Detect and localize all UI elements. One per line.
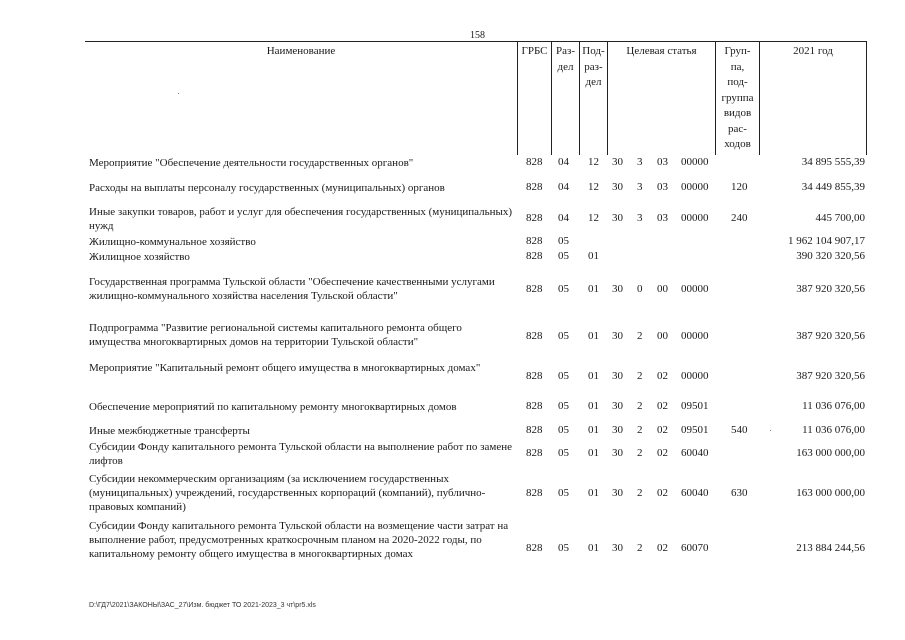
- footer-file-path: D:\ГД7\2021\ЗАКОНЫ\ЗАС_27\Изм. бюджет ТО 2021-2023_3 чт\pr5.xls: [89, 602, 316, 609]
- row-podrazdel: 12: [588, 181, 599, 193]
- row-cs-event: 03: [657, 156, 668, 168]
- row-name: Жилищное хозяйство: [89, 251, 190, 263]
- row-razdel: 05: [558, 250, 569, 262]
- row-podrazdel: 01: [588, 250, 599, 262]
- row-cs-event: 00: [657, 283, 668, 295]
- row-cs-subprogram: 2: [637, 400, 643, 412]
- row-name: Жилищно-коммунальное хозяйство: [89, 236, 256, 248]
- row-cs-program: 30: [612, 283, 623, 295]
- row-cs-event: 03: [657, 212, 668, 224]
- row-cs-subprogram: 2: [637, 447, 643, 459]
- row-cs-direction: 09501: [681, 400, 709, 412]
- row-razdel: 04: [558, 156, 569, 168]
- header-gruppa-line: группа: [721, 91, 754, 104]
- row-name: Обеспечение мероприятий по капитальному ремонту многоквартирных домов: [89, 401, 457, 413]
- header-year: 2021 год: [759, 41, 867, 155]
- row-amount: 34 449 855,39: [801, 181, 865, 193]
- row-name: Субсидии Фонду капитального ремонта Тульской области на возмещение части затрат на выполнение работ, предусмотренных краткосрочным планом на 2020-2022 годы, по капитальному ремонту общего имущества в многоквартирных домах: [89, 520, 509, 560]
- row-grbs: 828: [526, 156, 543, 168]
- row-razdel: 05: [558, 235, 569, 247]
- header-grbs: ГРБС: [517, 41, 551, 155]
- row-cs-direction: 00000: [681, 156, 709, 168]
- row-cs-program: 30: [612, 424, 623, 436]
- row-razdel: 05: [558, 370, 569, 382]
- row-cs-event: 02: [657, 447, 668, 459]
- row-amount: 1 962 104 907,17: [788, 235, 865, 247]
- header-name: Наименование: [266, 45, 336, 57]
- row-cs-subprogram: 2: [637, 330, 643, 342]
- row-cs-event: 02: [657, 370, 668, 382]
- row-grbs: 828: [526, 542, 543, 554]
- row-podrazdel: 01: [588, 370, 599, 382]
- row-gruppa: 240: [731, 212, 748, 224]
- row-grbs: 828: [526, 370, 543, 382]
- row-cs-direction: 00000: [681, 212, 709, 224]
- header-razdel-line: дел: [557, 60, 574, 73]
- row-name: Мероприятие "Обеспечение деятельности государственных органов": [89, 157, 414, 169]
- row-cs-subprogram: 0: [637, 283, 643, 295]
- header-podrazdel-line: Под-: [582, 45, 605, 57]
- row-podrazdel: 01: [588, 330, 599, 342]
- row-cs-direction: 60040: [681, 447, 709, 459]
- row-name: Государственная программа Тульской области "Обеспечение качественными услугами жилищно-коммунального хозяйства населения Тульской области": [89, 276, 495, 302]
- row-amount: 445 700,00: [815, 212, 865, 224]
- row-amount: 390 320 320,56: [796, 250, 865, 262]
- row-cs-program: 30: [612, 400, 623, 412]
- row-cs-direction: 00000: [681, 181, 709, 193]
- row-podrazdel: 01: [588, 542, 599, 554]
- page-number: 158: [470, 30, 485, 41]
- row-cs-direction: 00000: [681, 370, 709, 382]
- row-cs-subprogram: 3: [637, 212, 643, 224]
- row-cs-subprogram: 2: [637, 370, 643, 382]
- row-cs-event: 02: [657, 542, 668, 554]
- row-cs-event: 02: [657, 400, 668, 412]
- row-razdel: 04: [558, 181, 569, 193]
- row-cs-program: 30: [612, 330, 623, 342]
- row-razdel: 05: [558, 424, 569, 436]
- row-razdel: 05: [558, 283, 569, 295]
- row-razdel: 05: [558, 330, 569, 342]
- row-cs-direction: 00000: [681, 283, 709, 295]
- row-amount: 163 000 000,00: [796, 487, 865, 499]
- row-amount: 163 000 000,00: [796, 447, 865, 459]
- row-amount: 213 884 244,56: [796, 542, 865, 554]
- row-grbs: 828: [526, 181, 543, 193]
- header-gruppa-line: видов: [723, 107, 752, 119]
- row-name: Расходы на выплаты персоналу государственных (муниципальных) органов: [89, 182, 445, 194]
- row-cs-direction: 60070: [681, 542, 709, 554]
- header-gruppa-line: ходов: [724, 138, 751, 150]
- row-cs-program: 30: [612, 447, 623, 459]
- row-razdel: 05: [558, 447, 569, 459]
- row-amount: 387 920 320,56: [796, 283, 865, 295]
- row-razdel: 04: [558, 212, 569, 224]
- row-grbs: 828: [526, 212, 543, 224]
- header-gruppa-line: рас-: [728, 122, 747, 135]
- row-name: Мероприятие "Капитальный ремонт общего имущества в многоквартирных домах": [89, 362, 481, 374]
- row-cs-direction: 09501: [681, 424, 709, 436]
- header-razdel-line: Раз-: [555, 45, 575, 57]
- row-grbs: 828: [526, 235, 543, 247]
- row-name: Иные межбюджетные трансферты: [89, 425, 250, 437]
- row-gruppa: 630: [731, 487, 748, 499]
- row-amount: 387 920 320,56: [796, 330, 865, 342]
- row-podrazdel: 01: [588, 283, 599, 295]
- row-razdel: 05: [558, 400, 569, 412]
- row-gruppa: 540: [731, 424, 748, 436]
- row-grbs: 828: [526, 424, 543, 436]
- row-name: Субсидии Фонду капитального ремонта Тульской области на выполнение работ по замене лифтов: [89, 441, 513, 467]
- row-name: Иные закупки товаров, работ и услуг для обеспечения государственных (муниципальных) нужд: [89, 206, 513, 232]
- row-cs-program: 30: [612, 487, 623, 499]
- row-cs-event: 02: [657, 424, 668, 436]
- row-amount: 34 895 555,39: [801, 156, 865, 168]
- row-grbs: 828: [526, 487, 543, 499]
- row-grbs: 828: [526, 283, 543, 295]
- header-celevaya-statya: Целевая статья: [607, 41, 715, 155]
- row-cs-program: 30: [612, 181, 623, 193]
- row-cs-subprogram: 3: [637, 181, 643, 193]
- scan-speck: [178, 93, 179, 94]
- row-podrazdel: 01: [588, 447, 599, 459]
- row-podrazdel: 01: [588, 424, 599, 436]
- row-grbs: 828: [526, 250, 543, 262]
- row-cs-subprogram: 3: [637, 156, 643, 168]
- row-razdel: 05: [558, 487, 569, 499]
- row-podrazdel: 01: [588, 400, 599, 412]
- header-podrazdel-line: раз-: [584, 60, 603, 73]
- row-grbs: 828: [526, 330, 543, 342]
- row-cs-subprogram: 2: [637, 542, 643, 554]
- header-gruppa-line: па,: [730, 60, 745, 73]
- header-gruppa-line: под-: [727, 76, 748, 88]
- row-gruppa: 120: [731, 181, 748, 193]
- header-gruppa-line: Груп-: [724, 45, 751, 57]
- row-cs-program: 30: [612, 542, 623, 554]
- row-razdel: 05: [558, 542, 569, 554]
- row-podrazdel: 12: [588, 156, 599, 168]
- row-amount: 387 920 320,56: [796, 370, 865, 382]
- header-podrazdel-line: дел: [585, 76, 602, 88]
- row-amount: 11 036 076,00: [802, 424, 865, 436]
- row-cs-subprogram: 2: [637, 424, 643, 436]
- row-cs-event: 02: [657, 487, 668, 499]
- row-name: Субсидии некоммерческим организациям (за исключением государственных (муниципальных) учреждений, государственных корпораций (компаний), публично-правовых компаний): [89, 473, 486, 513]
- row-cs-program: 30: [612, 370, 623, 382]
- row-cs-subprogram: 2: [637, 487, 643, 499]
- row-podrazdel: 01: [588, 487, 599, 499]
- scan-speck: [770, 430, 771, 431]
- row-grbs: 828: [526, 447, 543, 459]
- row-cs-event: 00: [657, 330, 668, 342]
- row-amount: 11 036 076,00: [802, 400, 865, 412]
- row-cs-direction: 00000: [681, 330, 709, 342]
- row-podrazdel: 12: [588, 212, 599, 224]
- row-name: Подпрограмма "Развитие региональной системы капитального ремонта общего имущества многоквартирных домов на территории Тульской области": [89, 322, 462, 348]
- row-grbs: 828: [526, 400, 543, 412]
- row-cs-direction: 60040: [681, 487, 709, 499]
- row-cs-program: 30: [612, 156, 623, 168]
- row-cs-event: 03: [657, 181, 668, 193]
- row-cs-program: 30: [612, 212, 623, 224]
